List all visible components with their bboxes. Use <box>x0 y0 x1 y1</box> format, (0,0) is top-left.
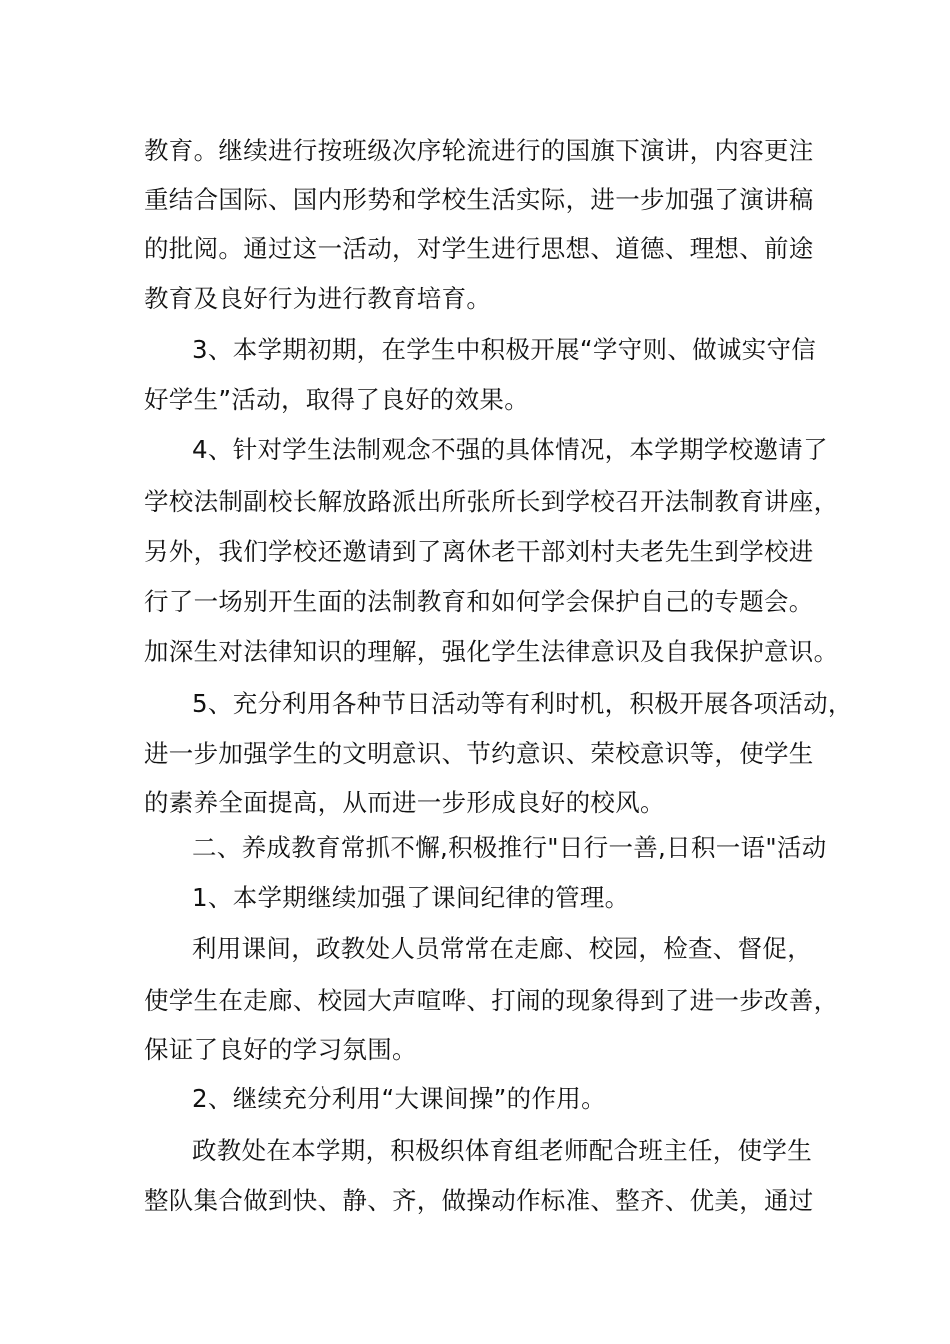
paragraph-start-line: 政教处在本学期，积极织体育组老师配合班主任，使学生 <box>192 1136 812 1165</box>
text-line: 使学生在走廊、校园大声喧哗、打闹的现象得到了进一步改善， <box>144 986 839 1015</box>
subsection-heading: 2、继续充分利用“大课间操”的作用。 <box>192 1084 606 1113</box>
text-line: 教育及良好行为进行教育培育。 <box>144 284 492 313</box>
paragraph-start-line: 4、针对学生法制观念不强的具体情况，本学期学校邀请了 <box>192 435 828 464</box>
text-line: 行了一场别开生面的法制教育和如何学会保护自己的专题会。 <box>144 587 814 616</box>
section-heading: 二、养成教育常抓不懈,积极推行"日行一善,日积一语"活动 <box>192 833 827 862</box>
paragraph-start-line: 3、本学期初期，在学生中积极开展“学守则、做诚实守信 <box>192 335 817 364</box>
text-line: 教育。继续进行按班级次序轮流进行的国旗下演讲，内容更注 <box>144 136 814 165</box>
text-line: 的素养全面提高，从而进一步形成良好的校风。 <box>144 788 665 817</box>
text-line: 重结合国际、国内形势和学校生活实际，进一步加强了演讲稿 <box>144 185 814 214</box>
text-line: 进一步加强学生的文明意识、节约意识、荣校意识等，使学生 <box>144 739 814 768</box>
text-line: 的批阅。通过这一活动，对学生进行思想、道德、理想、前途 <box>144 234 814 263</box>
subsection-heading: 1、本学期继续加强了课间纪律的管理。 <box>192 883 630 912</box>
text-line: 整队集合做到快、静、齐，做操动作标准、整齐、优美，通过 <box>144 1186 814 1215</box>
text-line: 加深生对法律知识的理解，强化学生法律意识及自我保护意识。 <box>144 637 839 666</box>
text-line: 保证了良好的学习氛围。 <box>144 1035 417 1064</box>
paragraph-start-line: 5、充分利用各种节日活动等有利时机，积极开展各项活动， <box>192 689 853 718</box>
text-line: 学校法制副校长解放路派出所张所长到学校召开法制教育讲座， <box>144 487 839 516</box>
text-line: 另外，我们学校还邀请到了离休老干部刘村夫老先生到学校进 <box>144 537 814 566</box>
text-line: 好学生”活动，取得了良好的效果。 <box>144 385 529 414</box>
paragraph-start-line: 利用课间，政教处人员常常在走廊、校园，检查、督促， <box>192 934 812 963</box>
